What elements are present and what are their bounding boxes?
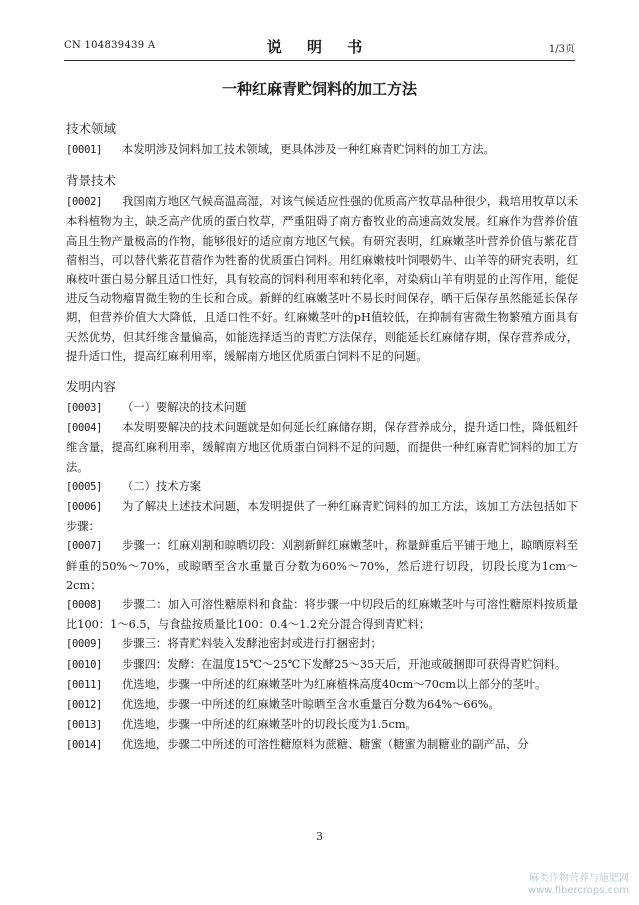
paragraph-number: [0007] (66, 540, 103, 553)
paragraph (66, 418, 578, 477)
watermark (528, 873, 629, 897)
document-title: 一种红麻青贮饲料的加工方法 (221, 80, 417, 98)
paragraph-number: [0013] (66, 719, 103, 732)
paragraph (66, 595, 578, 634)
paragraph-text: 本发明要解决的技术问题就是如何延长红麻储存期，保存营养成分，提升适口性，降低粗纤维含量，提高红麻利用率，缓解南方地区优质蛋白饲料不足的问题，而提供一种红麻青贮饲料的加工方法。 (66, 421, 578, 474)
page-info: 1/3页 (548, 44, 575, 55)
paragraph (66, 398, 578, 418)
section-heading-technical-field: 技术领域 (66, 121, 117, 136)
paragraph-text: 步骤四：发酵：在温度15℃～25℃下发酵25～35天后，开池或破捆即可获得青贮饲料。 (122, 657, 567, 671)
paragraph (66, 695, 578, 715)
document-body (66, 120, 578, 756)
page-number: 3 (316, 830, 323, 843)
paragraph (66, 675, 578, 695)
paragraph-text: 为了解决上述技术问题，本发明提供了一种红麻青贮饲料的加工方法，该加工方法包括如下步骤： (66, 500, 578, 534)
paragraph (66, 477, 578, 497)
paragraph-number: [0010] (66, 658, 103, 671)
paragraph-text: （一）要解决的技术问题 (122, 401, 247, 415)
paragraph-number: [0004] (66, 422, 103, 435)
paragraph (66, 715, 578, 735)
section-heading-background: 背景技术 (66, 173, 117, 189)
paragraph-number: [0005] (66, 480, 103, 493)
paragraph-number: [0011] (66, 678, 103, 691)
paragraph-text: 步骤二：加入可溶性糖原料和食盐：将步骤一中切段后的红麻嫩茎叶与可溶性糖原料按质量比100：1～6.5，与食盐按质量比100：0.4～1.2充分混合得到青贮料； (66, 598, 578, 632)
paragraph (66, 735, 578, 755)
publication-number: CN 104839439 A (64, 40, 156, 51)
header-divider (64, 60, 575, 61)
paragraph-number: [0009] (66, 638, 103, 651)
paragraph-text: 优选地，步骤一中所述的红麻嫩茎叶为红麻植株高度40cm～70cm以上部分的茎叶。 (122, 677, 547, 691)
paragraph-text: 步骤一：红麻刈割和晾晒切段：刈割新鲜红麻嫩茎叶，称量鲜重后平铺于地上，晾晒原料至鲜重的50%～70%，或晾晒至含水重量百分数为60%～70%，然后进行切段，切段长度为1cm～2cm； (66, 539, 578, 592)
paragraph (66, 634, 578, 654)
paragraph (66, 497, 578, 536)
paragraph (66, 192, 578, 366)
paragraph-text: 本发明涉及饲料加工技术领域，更具体涉及一种红麻青贮饲料的加工方法。 (122, 143, 495, 156)
paragraph-text: 优选地，步骤二中所述的可溶性糖原料为蔗糖、糖蜜（糖蜜为制糖业的副产品，分 (122, 738, 529, 752)
paragraph-number: [0006] (66, 501, 103, 514)
section-heading-invention-content: 发明内容 (66, 379, 117, 395)
watermark-site-name: 麻类作物营养与施肥网 (529, 873, 629, 884)
paragraph (66, 140, 578, 160)
paragraph-number: [0003] (66, 402, 103, 415)
paragraph-text: 优选地，步骤一中所述的红麻嫩茎叶晾晒至含水重量百分数为64%～66%。 (122, 698, 500, 712)
paragraph-number: [0014] (66, 739, 103, 752)
paragraph-text: （二）技术方案 (122, 479, 202, 493)
paragraph-number: [0001] (66, 144, 103, 156)
paragraph-text: 步骤三：将青贮料装入发酵池密封或进行打捆密封； (122, 637, 382, 651)
paragraph (66, 655, 578, 675)
watermark-url: www.fibercrops.com (527, 885, 629, 896)
paragraph-number: [0012] (66, 699, 103, 712)
paragraph (66, 536, 578, 595)
paragraph-number: [0002] (66, 196, 103, 209)
page-header (64, 36, 575, 56)
paragraph-text: 我国南方地区气候高温高湿，对该气候适应性强的优质高产牧草品种很少，栽培用牧草以禾本科植物为主，缺乏高产优质的蛋白牧草，严重阻碍了南方畜牧业的高速高效发展。红麻作为营养价值高且生物产量极高的作物，能够很好的适应南方地区气候。有研究表明，红麻嫩茎叶营养价值与紫花苜蓿相当，可以替代紫花苜蓿作为牲畜的优质蛋白饲料。用红麻嫩枝叶饲喂奶牛、山羊等的研究表明，红麻枝叶蛋白易分解且适口性好，具有较高的饲料利用率和转化率，对染病山羊有明显的止泻作用，能促进反刍动物瘤胃微生物的生长和合成。新鲜的红麻嫩茎叶不易长时间保存，晒干后保存虽然能延长保存期，但营养价值大大降低，且适口性不好。红麻嫩茎叶的pH值较低，在抑制有害微生物繁殖方面具有天然优势，但其纤维含量偏高，如能选择适当的青贮方法保存，则能延长红麻储存期，保存营养成分，提升适口性，提高红麻利用率，缓解南方地区优质蛋白饲料不足的问题。 (66, 195, 578, 363)
document-type: 说 明 书 (266, 38, 373, 56)
paragraph-text: 优选地，步骤一中所述的红麻嫩茎叶的切段长度为1.5cm。 (122, 718, 417, 732)
paragraph-number: [0008] (66, 599, 103, 612)
